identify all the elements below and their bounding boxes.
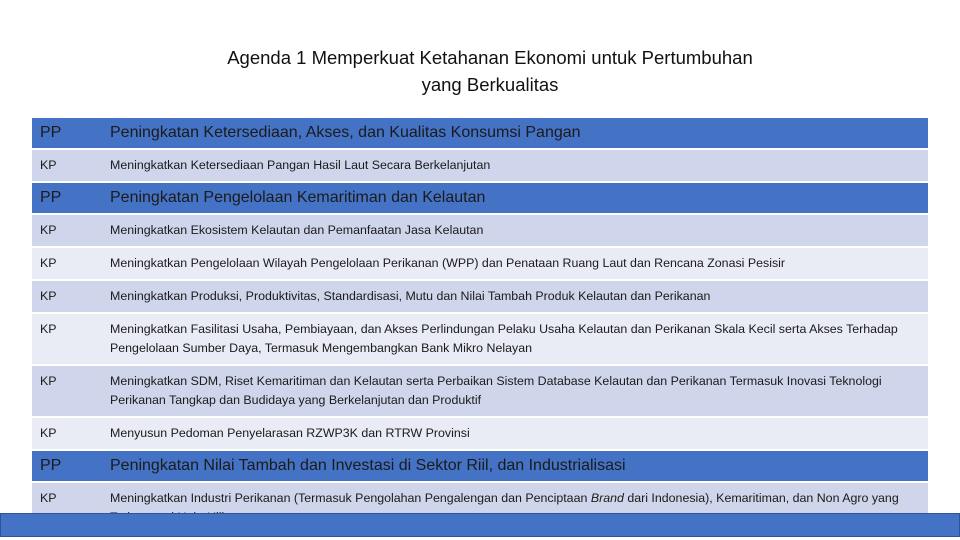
- row-code: KP: [40, 158, 57, 172]
- table-row-pp: [32, 451, 928, 481]
- agenda-table: [32, 116, 928, 535]
- row-text: Meningkatkan Ekosistem Kelautan dan Pemanfaatan Jasa Kelautan: [110, 223, 484, 237]
- row-text-part: Meningkatkan Industri Perikanan (Termasuk Pengolahan Pengalengan dan Penciptaan: [110, 491, 591, 505]
- row-code: PP: [40, 124, 62, 141]
- row-text: Meningkatkan SDM, Riset Kemaritiman dan Kelautan serta Perbaikan Sistem Database Kelautan dan Perikanan Termasuk Inovasi Teknologi Perikanan Tangkap dan Budidaya yang Berkelanjutan dan Produktif: [110, 374, 882, 407]
- row-code: PP: [40, 457, 62, 474]
- row-code: KP: [40, 374, 57, 388]
- table-row-kp: [32, 366, 928, 416]
- row-text: Meningkatkan Pengelolaan Wilayah Pengelolaan Perikanan (WPP) dan Penataan Ruang Laut dan Rencana Zonasi Pesisir: [110, 256, 786, 270]
- table-row-pp: [32, 118, 928, 148]
- row-text-part: dari Indonesia), Kemaritiman, dan Non Agro yang: [627, 491, 899, 505]
- row-code: KP: [40, 426, 57, 440]
- row-text: Peningkatan Pengelolaan Kemaritiman dan Kelautan: [110, 189, 486, 206]
- row-text: Peningkatan Ketersediaan, Akses, dan Kualitas Konsumsi Pangan: [110, 124, 581, 141]
- row-text: Meningkatkan Produksi, Produktivitas, Standardisasi, Mutu dan Nilai Tambah Produk Kelautan dan Perikanan: [110, 289, 711, 303]
- table-row-kp: [32, 215, 928, 246]
- row-text-italic: Brand: [590, 491, 624, 505]
- row-code: KP: [40, 223, 57, 237]
- row-text: Meningkatkan Fasilitasi Usaha, Pembiayaan, dan Akses Perlindungan Pelaku Usaha Kelautan dan Perikanan Skala Kecil serta Akses Terhadap Pengelolaan Sumber Daya, Termasuk Mengembangkan Bank Mikro Nelayan: [110, 322, 898, 355]
- table-row-kp: [32, 281, 928, 312]
- footer-bar: [0, 513, 960, 537]
- row-code: PP: [40, 189, 62, 206]
- row-code: KP: [40, 491, 57, 505]
- table-row-kp: [32, 248, 928, 279]
- row-code: KP: [40, 322, 57, 336]
- row-text: Peningkatan Nilai Tambah dan Investasi di Sektor Riil, dan Industrialisasi: [110, 457, 626, 474]
- table-row-kp: [32, 418, 928, 449]
- row-text: Menyusun Pedoman Penyelarasan RZWP3K dan RTRW Provinsi: [110, 426, 470, 440]
- title-line-1: Agenda 1 Memperkuat Ketahanan Ekonomi untuk Pertumbuhan: [227, 47, 753, 68]
- table-row-kp: [32, 314, 928, 364]
- title-line-2: yang Berkualitas: [421, 74, 559, 95]
- table-row-pp: [32, 183, 928, 213]
- row-text: Meningkatkan Ketersediaan Pangan Hasil Laut Secara Berkelanjutan: [110, 158, 491, 172]
- row-code: KP: [40, 289, 57, 303]
- slide-title: [100, 44, 880, 98]
- table-row-kp: [32, 150, 928, 181]
- row-code: KP: [40, 256, 57, 270]
